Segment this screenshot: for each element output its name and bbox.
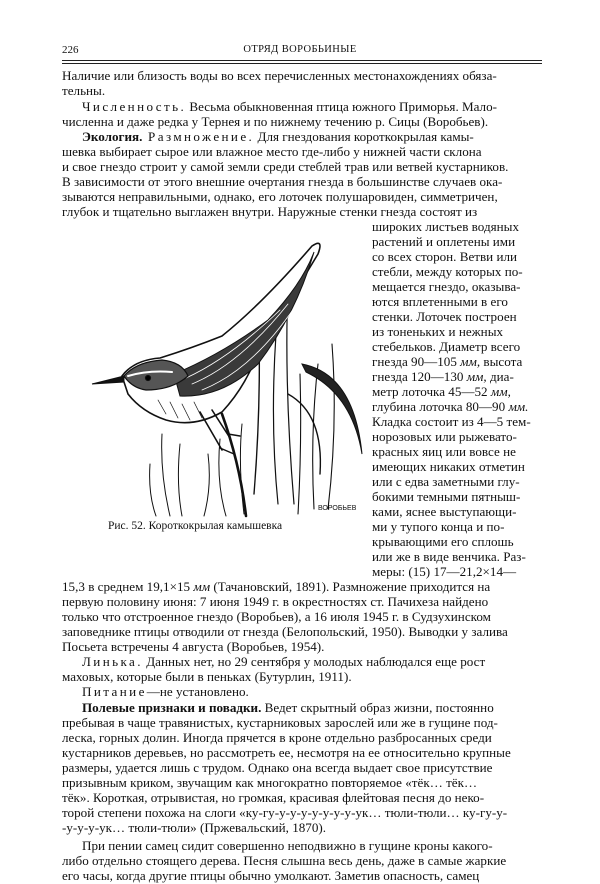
text-line bbox=[82, 129, 542, 144]
text-span: гнезда 120—130 bbox=[372, 369, 467, 384]
text-line bbox=[372, 354, 542, 369]
unit-span: мм, bbox=[466, 369, 487, 384]
text-line: При пении самец сидит совершенно неподвижно в гущине кроны какого- bbox=[82, 838, 493, 853]
text-line: -у-у-у-ук… тюли-тюли» (Пржевальский, 1870). bbox=[62, 820, 327, 835]
text-line: первую половину июня: 7 июня 1949 г. в окрестностях ст. Пачихеза найдено bbox=[62, 594, 489, 609]
section-term-diet: Питание bbox=[82, 684, 147, 699]
text-line: тёк». Короткая, отрывистая, но громкая, красивая флейтовая песня до неко- bbox=[62, 790, 485, 805]
text-span: (Тачановский, 1891). Размножение приходится на bbox=[210, 579, 491, 594]
text-line: красных яиц или вовсе не bbox=[372, 444, 516, 459]
text-line: пребывая в чаще травянистых, кустарниковых зарослей или же в гущине под- bbox=[62, 715, 498, 730]
text-line: кустарников деревьев, но рассмотреть ее, несмотря на ее относительно крупные bbox=[62, 745, 511, 760]
text-line: тельны. bbox=[62, 83, 106, 98]
text-line: ются вплетенными в его bbox=[372, 294, 508, 309]
page-number: 226 bbox=[62, 44, 79, 56]
text-span: Ведет скрытный образ жизни, постоянно bbox=[261, 700, 494, 715]
text-line bbox=[82, 654, 542, 669]
text-span: диа- bbox=[486, 369, 514, 384]
text-line: или с едва заметными глу- bbox=[372, 474, 520, 489]
text-line: глубок и тщательно выглажен внутри. Наружные стенки гнезда состоят из bbox=[62, 204, 478, 219]
text-line: крывающими его сплошь bbox=[372, 534, 514, 549]
text-line: торой степени похожа на слоги «ку-гу-у-у-у-у-у-у-у-ук… тюли-тюли… ку-гу-у- bbox=[62, 805, 508, 820]
text-line: численна и даже редка у Тернея и по нижнему течению р. Сицы (Воробьев). bbox=[62, 114, 489, 129]
text-span: Данных нет, но 29 сентября у молодых наблюдался еще рост bbox=[142, 654, 486, 669]
text-span: Весьма обыкновенная птица южного Приморья. Мало- bbox=[186, 99, 498, 114]
text-line: В зависимости от этого внешние очертания гнезда в большинстве случаев ока- bbox=[62, 174, 503, 189]
text-line: зываются неправильными, однако, его лоточек полушаровиден, симметричен, bbox=[62, 189, 498, 204]
unit-span: мм, bbox=[490, 384, 511, 399]
text-line: стебли, между которых по- bbox=[372, 264, 523, 279]
unit-span: мм, bbox=[460, 354, 481, 369]
text-span: 15,3 в среднем 19,1×15 bbox=[62, 579, 194, 594]
text-line: его часы, когда другие птицы обычно умолкают. Заметив опасность, самец bbox=[62, 868, 480, 883]
text-line: стебельков. Диаметр всего bbox=[372, 339, 521, 354]
text-line: заповеднике птицы отводили от гнезда (Белопольский, 1950). Выводки у залива bbox=[62, 624, 508, 639]
text-line bbox=[82, 700, 542, 715]
text-line: из тоненьких и нежных bbox=[372, 324, 504, 339]
bird-illustration bbox=[62, 224, 370, 524]
text-line: Наличие или близость воды во всех перечисленных местонахождениях обяза- bbox=[62, 68, 497, 83]
section-term-moult: Линька. bbox=[82, 654, 143, 669]
text-span: гнезда 90—105 bbox=[372, 354, 461, 369]
text-line: стенки. Лоточек построен bbox=[372, 309, 517, 324]
section-term-breeding: Размножение. bbox=[142, 129, 255, 144]
text-line: либо отдельно стоящего дерева. Песня слышна весь день, даже в самые жаркие bbox=[62, 853, 507, 868]
unit-span: мм. bbox=[508, 399, 529, 414]
text-line bbox=[82, 99, 542, 114]
text-span: глубина лоточка 80—90 bbox=[372, 399, 509, 414]
unit-span: мм bbox=[193, 579, 211, 594]
text-line: норозовых или рыжевато- bbox=[372, 429, 517, 444]
text-line: бокими темными пятныш- bbox=[372, 489, 521, 504]
text-span: —не установлено. bbox=[146, 684, 249, 699]
text-line: мещается гнездо, оказыва- bbox=[372, 279, 521, 294]
text-line: имеющих никаких отметин bbox=[372, 459, 525, 474]
text-line: или же в виде венчика. Раз- bbox=[372, 549, 526, 564]
text-line: и свое гнездо строит у самой земли среди стеблей трав или ветвей кустарников. bbox=[62, 159, 509, 174]
running-title: ОТРЯД ВОРОБЬИНЫЕ bbox=[243, 44, 357, 55]
text-line bbox=[372, 369, 542, 384]
text-line bbox=[372, 384, 542, 399]
text-line bbox=[82, 684, 542, 699]
text-line: размеры, удается лишь с трудом. Однако она всегда выдает свое присутствие bbox=[62, 760, 493, 775]
text-line: призывным криком, звучащим как многократно повторяемое «тёк… тёк… bbox=[62, 775, 478, 790]
text-line: Посьета встречены 4 августа (Воробьев, 1954). bbox=[62, 639, 325, 654]
text-line: широких листьев водяных bbox=[372, 219, 519, 234]
text-line: растений и оплетены ими bbox=[372, 234, 516, 249]
section-heading-field-marks: Полевые признаки и повадки. bbox=[82, 700, 262, 715]
header-rule bbox=[62, 60, 542, 61]
text-line bbox=[372, 399, 542, 414]
illustration-signature: ВОРОБЬЕВ bbox=[318, 505, 357, 512]
text-line: только что отстроенное гнездо (Воробьев), а 16 июля 1945 г. в Судзухинском bbox=[62, 609, 491, 624]
text-span: высота bbox=[480, 354, 523, 369]
section-term-abundance: Численность. bbox=[82, 99, 187, 114]
text-line: меры: (15) 17—21,2×14— bbox=[372, 564, 517, 579]
text-line: ками, яснее выступающи- bbox=[372, 504, 517, 519]
section-heading-ecology: Экология. bbox=[82, 129, 143, 144]
header-rule bbox=[62, 63, 542, 64]
text-line: со всех сторон. Ветви или bbox=[372, 249, 518, 264]
text-line: Кладка состоит из 4—5 тем- bbox=[372, 414, 531, 429]
text-line: шевка выбирает сырое или влажное место где-либо у нижней части склона bbox=[62, 144, 482, 159]
text-line bbox=[62, 579, 542, 594]
text-line: ми у тупого конца и по- bbox=[372, 519, 505, 534]
text-line: маховых, которые были в пеньках (Бутурлин, 1911). bbox=[62, 669, 352, 684]
text-span: метр лоточка 45—52 bbox=[372, 384, 491, 399]
text-span: Для гнездования короткокрылая камы- bbox=[254, 129, 474, 144]
figure-caption: Рис. 52. Короткокрылая камышевка bbox=[108, 520, 283, 532]
text-line: леска, горных долин. Иногда прячется в кроне отдельно разбросанных среди bbox=[62, 730, 492, 745]
